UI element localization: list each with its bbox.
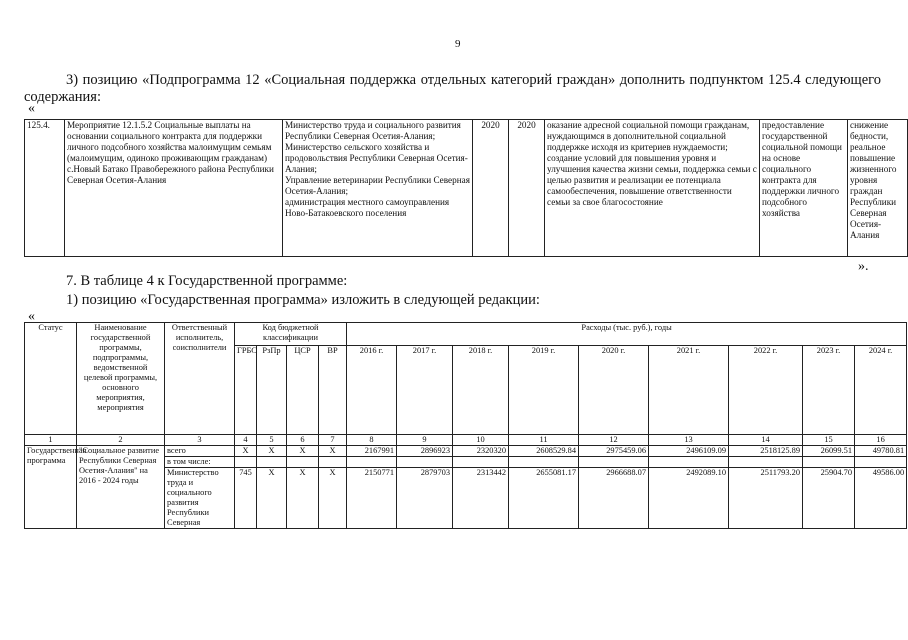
column-number: 12 [579,435,649,446]
program-expenses-table [24,322,907,529]
column-number-row [25,435,907,446]
header-year: 2024 г. [855,346,907,435]
measure-name: Мероприятие 12.1.5.2 Социальные выплаты на основании социального контракта для поддержки личного подсобного хозяйства малоимущим семьям (малоимущим, одиноко проживающим гражданам) с.Новый Батако Правобережного района Республики Северная Осетия-Алания [65,120,283,257]
responsible-total: всего [165,446,235,457]
header-year: 2019 г. [509,346,579,435]
table-row [25,120,908,257]
value-cell: 2655081.17 [509,468,579,529]
code-cell: 745 [235,468,257,529]
value-cell: 2313442 [453,468,509,529]
header-year: 2017 г. [397,346,453,435]
column-number: 11 [509,435,579,446]
value-cell: 2320320 [453,446,509,457]
value-cell: 49586.00 [855,468,907,529]
code-cell: X [319,468,347,529]
value-cell: 2492089.10 [649,468,729,529]
column-number: 14 [729,435,803,446]
column-number: 10 [453,435,509,446]
value-cell: 26099.51 [803,446,855,457]
executor: Министерство сельского хозяйства и продовольствия Республики Северная Осетия-Алания; [285,142,468,174]
end-year: 2020 [509,120,545,257]
value-cell: 2608529.84 [509,446,579,457]
column-number: 16 [855,435,907,446]
column-number: 7 [319,435,347,446]
header-grbs: ГРБС [235,346,257,435]
code-cell: X [235,446,257,457]
start-year: 2020 [473,120,509,257]
header-year: 2022 г. [729,346,803,435]
header-year: 2016 г. [347,346,397,435]
status-cell: Государственная программа [25,446,77,529]
value-cell: 2896923 [397,446,453,457]
value-cell: 2879703 [397,468,453,529]
value-cell: 2167991 [347,446,397,457]
column-number: 9 [397,435,453,446]
column-number: 6 [287,435,319,446]
header-year: 2021 г. [649,346,729,435]
header-name: Наименование государственной программы, подпрограммы, ведомственной целевой программы, основного мероприятия, мероприятия [77,323,165,435]
executors-cell [283,120,473,257]
value-cell: 2511793.20 [729,468,803,529]
column-number: 5 [257,435,287,446]
close-quote: ». [858,259,869,274]
value-cell: 2975459.06 [579,446,649,457]
header-year: 2023 г. [803,346,855,435]
header-rzpr: РзПр [257,346,287,435]
executor: администрация местного самоуправления Ново-Батакоевского поселения [285,197,450,218]
expected-result: оказание адресной социальной помощи гражданам, нуждающимся в дополнительной социальной поддержке исходя из критериев нуждаемости; создание условий для повышения уровня и улучшения качества жизни семьи, поддержка семьи с целью развития и реализации ее потенциала самообеспечения, повышение ответственности семьи за свое благосостояние [545,120,760,257]
column-number: 3 [165,435,235,446]
column-number: 13 [649,435,729,446]
executor: Министерство труда и социального развития Республики Северная Осетия-Алания; [285,120,461,141]
header-csr: ЦСР [287,346,319,435]
header-budget-code: Код бюджетной классификации [235,323,347,346]
column-number: 2 [77,435,165,446]
table-row [25,446,907,457]
header-expenses: Расходы (тыс. руб.), годы [347,323,907,346]
header-year: 2018 г. [453,346,509,435]
header-row [25,323,907,346]
code-cell: X [257,468,287,529]
code-cell: X [257,446,287,457]
code-cell: X [319,446,347,457]
program-name-cell: "Социальное развитие Республики Северная Осетия-Алания" на 2016 - 2024 годы [77,446,165,529]
value-cell: 2150771 [347,468,397,529]
code-cell: X [287,468,319,529]
responsible-including: в том числе: [165,457,235,468]
value-cell: 2496109.09 [649,446,729,457]
header-status: Статус [25,323,77,435]
section-7-subtitle: 1) позицию «Государственная программа» изложить в следующей редакции: [66,292,540,308]
header-vr: ВР [319,346,347,435]
column-number: 15 [803,435,855,446]
value-cell: 2518125.89 [729,446,803,457]
code-cell: X [287,446,319,457]
column-number: 8 [347,435,397,446]
direction-cell: предоставление государственной социальной помощи на основе социального контракта для поддержки личного подсобного хозяйства [760,120,848,257]
intro-paragraph: 3) позицию «Подпрограмма 12 «Социальная поддержка отдельных категорий граждан» дополнить подпунктом 125.4 следующего содержания: [24,72,881,105]
responsible-ministry: Министерство труда и социального развития Республики Северная [165,468,235,529]
subprogram-row-table [24,119,908,257]
header-year: 2020 г. [579,346,649,435]
open-quote: « [28,101,35,116]
indicator-cell: снижение бедности, реальное повышение жизненного уровня граждан Республики Северная Осетия-Алания [848,120,908,257]
executor: Управление ветеринарии Республики Северная Осетия-Алания; [285,175,470,196]
column-number: 1 [25,435,77,446]
page-number: 9 [455,38,461,50]
row-number: 125.4. [25,120,65,257]
value-cell: 2966688.07 [579,468,649,529]
header-responsible: Ответственный исполнитель, соисполнители [165,323,235,435]
section-7-title: 7. В таблице 4 к Государственной программе: [66,273,348,289]
value-cell: 25904.70 [803,468,855,529]
open-quote-2: « [28,309,35,324]
column-number: 4 [235,435,257,446]
value-cell: 49780.81 [855,446,907,457]
